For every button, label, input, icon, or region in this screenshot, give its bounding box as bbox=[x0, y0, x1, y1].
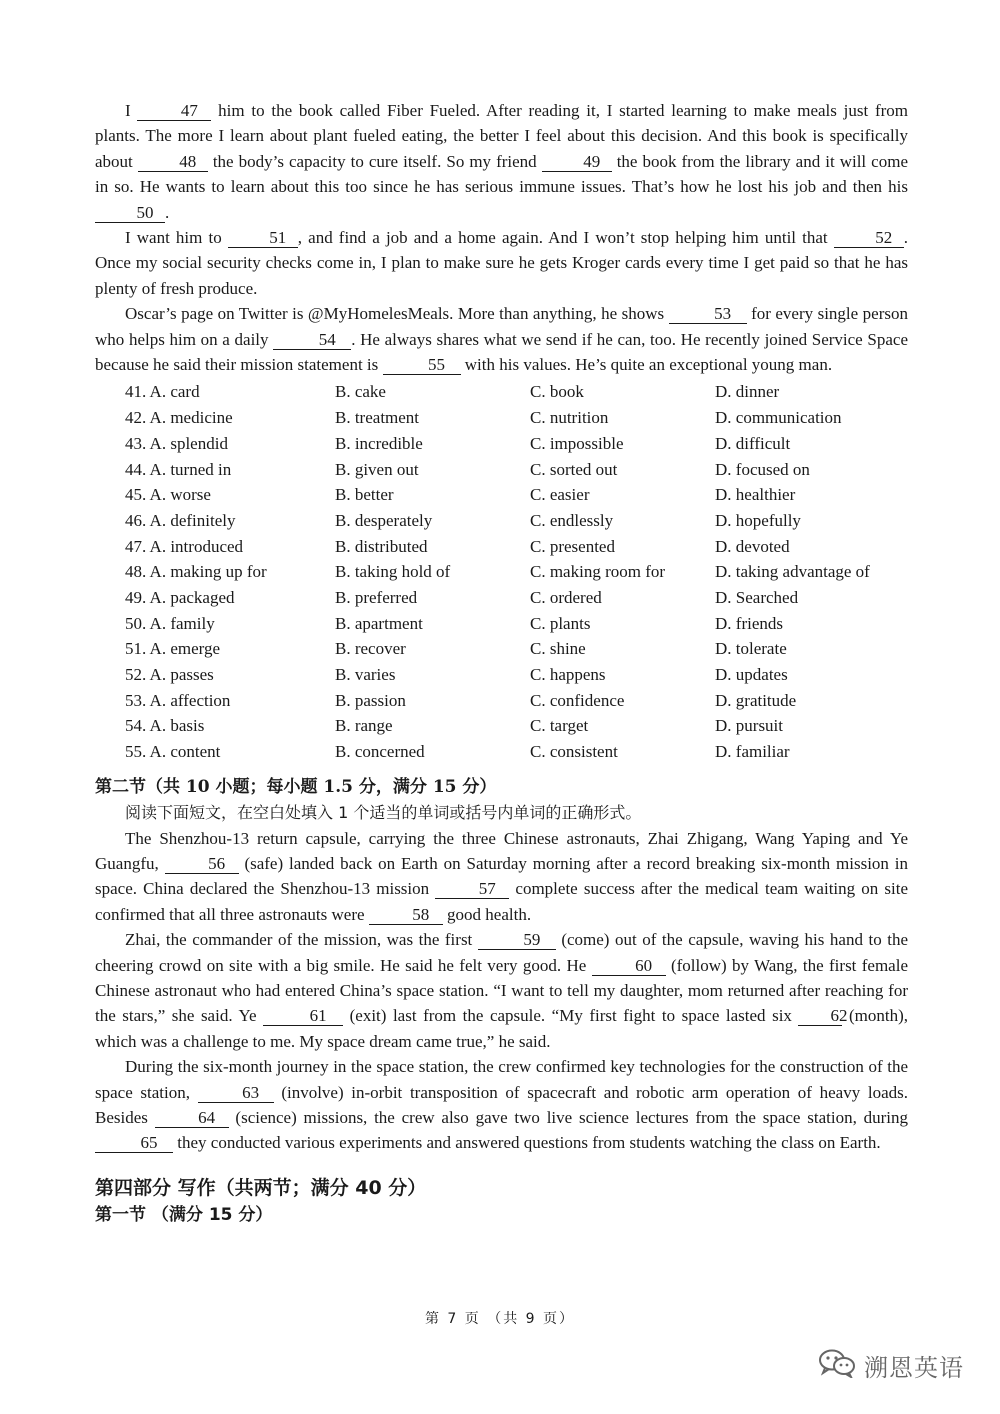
option-row bbox=[95, 457, 908, 483]
part-4-section-1-heading: 第一节 （满分 15 分） bbox=[95, 1204, 273, 1225]
option-b: B. range bbox=[335, 716, 393, 736]
option-c: C. happens bbox=[530, 665, 606, 685]
option-d: D. friends bbox=[715, 613, 783, 633]
option-c: C. easier bbox=[530, 485, 590, 505]
option-row bbox=[95, 379, 908, 405]
option-d: D. taking advantage of bbox=[715, 562, 870, 582]
blank-59: 59 bbox=[478, 931, 556, 950]
blank-60: 60 bbox=[592, 957, 666, 976]
text: they conducted various experiments and answered questions from students watching the class on Earth. bbox=[173, 1133, 881, 1153]
option-a: 52. A. passes bbox=[125, 665, 214, 685]
text: complete success after the medical team waiting on site confirmed that all three astronauts were bbox=[95, 879, 908, 924]
option-c: C. impossible bbox=[530, 433, 624, 453]
option-d: D. communication bbox=[715, 408, 842, 428]
grammar-paragraph-3 bbox=[95, 1054, 908, 1156]
section-2-instruction: 阅读下面短文，在空白处填入 1 个适当的单词或括号内单词的正确形式。 bbox=[125, 803, 642, 823]
blank-52: 52 bbox=[834, 229, 904, 248]
blank-62: 62 bbox=[798, 1007, 842, 1026]
grammar-paragraph-2 bbox=[95, 927, 908, 1054]
option-b: B. given out bbox=[335, 459, 419, 479]
option-b: B. desperately bbox=[335, 510, 433, 530]
text: (follow) by Wang, the first female Chinese astronaut who had entered China’s space station. “I want to tell my daughter, mom returned after reaching for the stars,” she said. Ye bbox=[95, 955, 908, 1026]
option-a: 48. A. making up for bbox=[125, 562, 267, 582]
option-c: C. making room for bbox=[530, 562, 666, 582]
blank-57: 57 bbox=[435, 880, 509, 899]
option-c: C. consistent bbox=[530, 742, 618, 762]
answer-options bbox=[95, 379, 908, 764]
option-b: B. passion bbox=[335, 690, 406, 710]
blank-64: 64 bbox=[155, 1109, 229, 1128]
option-row bbox=[95, 611, 908, 637]
text: Oscar’s page on Twitter is @MyHomelesMeals. More than anything, he shows bbox=[125, 304, 669, 324]
section-2-heading: 第二节（共 10 小题；每小题 1.5 分，满分 15 分） bbox=[95, 776, 497, 797]
option-a: 45. A. worse bbox=[125, 485, 211, 505]
option-a: 43. A. splendid bbox=[125, 433, 228, 453]
option-a: 51. A. emerge bbox=[125, 639, 221, 659]
text: (safe) landed back on Earth on Saturday morning after a record breaking six-month mission in space. China declared the Shenzhou-13 mission bbox=[95, 854, 908, 899]
part-4-heading: 第四部分 写作（共两节；满分 40 分） bbox=[95, 1176, 427, 1199]
text: (exit) last from the capsule. “My first fight to space lasted six bbox=[343, 1006, 799, 1026]
option-d: D. pursuit bbox=[715, 716, 783, 736]
option-b: B. cake bbox=[335, 382, 386, 402]
option-a: 44. A. turned in bbox=[125, 459, 232, 479]
option-row bbox=[95, 739, 908, 765]
blank-48: 48 bbox=[138, 153, 208, 172]
option-a: 42. A. medicine bbox=[125, 408, 233, 428]
text: I bbox=[125, 101, 138, 120]
blank-50: 50 bbox=[95, 204, 165, 223]
text: for every single person who helps him on a daily bbox=[95, 304, 908, 349]
passage-paragraph-2 bbox=[95, 225, 908, 301]
text: him to the book called Fiber Fueled. After reading it, I started learning to make meals just from plants. The more I learn about plant fueled eating, the better I feel about this decision. And this book is specifically about bbox=[95, 101, 908, 171]
option-c: C. plants bbox=[530, 613, 591, 633]
option-a: 41. A. card bbox=[125, 382, 200, 402]
option-c: C. ordered bbox=[530, 587, 602, 607]
text: good health. bbox=[442, 904, 532, 924]
watermark bbox=[818, 1348, 964, 1383]
text: . bbox=[165, 202, 170, 222]
text: the book from the library and it will come in so. He wants to learn about this too since he has serious immune issues. That’s how he lost his job and then his bbox=[95, 151, 908, 197]
blank-56: 56 bbox=[165, 855, 239, 874]
option-a: 49. A. packaged bbox=[125, 587, 235, 607]
option-row bbox=[95, 713, 908, 739]
option-a: 55. A. content bbox=[125, 742, 221, 762]
option-d: D. Searched bbox=[715, 587, 799, 607]
option-b: B. recover bbox=[335, 639, 406, 659]
grammar-paragraph-1 bbox=[95, 826, 908, 928]
text: (come) out of the capsule, waving his hand to the cheering crowd on site with a big smile. He said he felt very good. He bbox=[95, 930, 908, 975]
text: (involve) in-orbit transposition of spacecraft and robotic arm operation of heavy loads. Besides bbox=[95, 1082, 908, 1128]
text: Zhai, the commander of the mission, was the first bbox=[125, 930, 478, 950]
blank-47: 47 bbox=[137, 102, 211, 121]
option-row bbox=[95, 662, 908, 688]
option-row bbox=[95, 508, 908, 534]
option-d: D. dinner bbox=[715, 382, 780, 402]
option-a: 54. A. basis bbox=[125, 716, 205, 736]
option-b: B. preferred bbox=[335, 587, 418, 607]
option-row bbox=[95, 405, 908, 431]
text: I want him to bbox=[125, 228, 228, 248]
option-d: D. difficult bbox=[715, 433, 791, 453]
text: with his values. He’s quite an exceptional young man. bbox=[460, 355, 833, 375]
option-c: C. shine bbox=[530, 639, 586, 659]
option-b: B. concerned bbox=[335, 742, 425, 762]
blank-54: 54 bbox=[273, 331, 351, 350]
option-d: D. healthier bbox=[715, 485, 796, 505]
option-b: B. taking hold of bbox=[335, 562, 451, 582]
option-row bbox=[95, 534, 908, 560]
option-d: D. focused on bbox=[715, 459, 810, 479]
blank-49: 49 bbox=[542, 153, 612, 172]
option-c: C. nutrition bbox=[530, 408, 609, 428]
option-row bbox=[95, 482, 908, 508]
blank-61: 61 bbox=[263, 1007, 343, 1026]
option-d: D. tolerate bbox=[715, 639, 787, 659]
text: . He always shares what we send if he can, too. He recently joined Service Space because he said their mission statement is bbox=[95, 329, 908, 375]
document-page bbox=[95, 98, 908, 1228]
passage-paragraph-3 bbox=[95, 301, 908, 377]
option-b: B. treatment bbox=[335, 408, 420, 428]
blank-63: 63 bbox=[198, 1084, 274, 1103]
option-c: C. target bbox=[530, 716, 589, 736]
text: (month), which was a challenge to me. My space dream came true,” he said. bbox=[95, 1006, 908, 1051]
option-b: B. incredible bbox=[335, 433, 423, 453]
option-d: D. familiar bbox=[715, 742, 790, 762]
option-row bbox=[95, 559, 908, 585]
option-d: D. devoted bbox=[715, 536, 790, 556]
text: , and find a job and a home again. And I won’t stop helping him until that bbox=[297, 228, 834, 248]
option-b: B. better bbox=[335, 485, 394, 505]
option-d: D. hopefully bbox=[715, 510, 801, 530]
option-d: D. updates bbox=[715, 665, 788, 685]
blank-53: 53 bbox=[669, 305, 747, 324]
option-a: 47. A. introduced bbox=[125, 536, 244, 556]
option-row bbox=[95, 636, 908, 662]
text: The Shenzhou-13 return capsule, carrying the three Chinese astronauts, Zhai Zhigang, Wang Yaping and Ye Guangfu, bbox=[95, 828, 908, 873]
option-c: C. sorted out bbox=[530, 459, 618, 479]
option-d: D. gratitude bbox=[715, 690, 797, 710]
option-c: C. confidence bbox=[530, 690, 625, 710]
text: the body’s capacity to cure itself. So my friend bbox=[207, 151, 542, 171]
page-number: 第 7 页 （共 9 页） bbox=[424, 1311, 576, 1327]
option-a: 50. A. family bbox=[125, 613, 215, 633]
blank-51: 51 bbox=[228, 229, 298, 248]
blank-65: 65 bbox=[95, 1134, 173, 1153]
blank-58: 58 bbox=[369, 906, 443, 925]
text: . Once my social security checks come in, I plan to make sure he gets Kroger cards every time I get paid so that he has plenty of fresh produce. bbox=[95, 228, 908, 298]
option-c: C. endlessly bbox=[530, 510, 614, 530]
option-row bbox=[95, 688, 908, 714]
option-row bbox=[95, 431, 908, 457]
option-c: C. book bbox=[530, 382, 584, 402]
option-a: 46. A. definitely bbox=[125, 510, 236, 530]
passage-paragraph-1 bbox=[95, 98, 908, 225]
watermark-text: 溯恩英语 bbox=[864, 1354, 964, 1382]
option-c: C. presented bbox=[530, 536, 615, 556]
wechat-icon bbox=[818, 1348, 856, 1383]
option-b: B. apartment bbox=[335, 613, 423, 633]
text: During the six-month journey in the space station, the crew confirmed key technologies for the construction of the space station, bbox=[95, 1057, 908, 1102]
text: (science) missions, the crew also gave two live science lectures from the space station, during bbox=[228, 1108, 908, 1128]
option-b: B. distributed bbox=[335, 536, 428, 556]
option-row bbox=[95, 585, 908, 611]
blank-55: 55 bbox=[383, 356, 461, 375]
option-b: B. varies bbox=[335, 665, 396, 685]
option-a: 53. A. affection bbox=[125, 690, 231, 710]
